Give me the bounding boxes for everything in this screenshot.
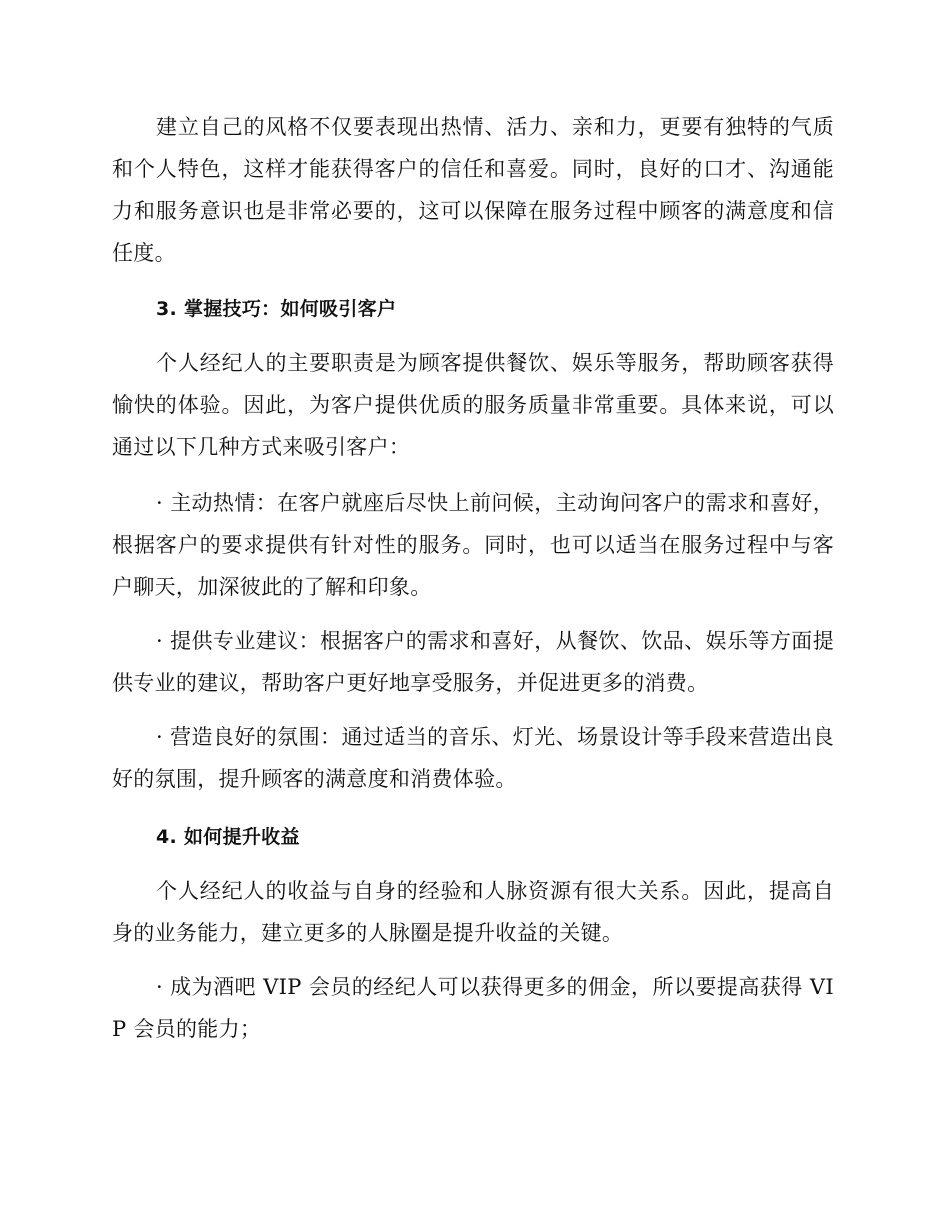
bullet-proactive-warmth: · 主动热情：在客户就座后尽快上前问候，主动询问客户的需求和喜好，根据客户的要求提供有针对性的服务。同时，也可以适当在服务过程中与客户聊天，加深彼此的了解和印象。 <box>112 491 834 599</box>
bullet-professional-advice: · 提供专业建议：根据客户的需求和喜好，从餐饮、饮品、娱乐等方面提供专业的建议，帮助客户更好地享受服务，并促进更多的消费。 <box>112 629 834 695</box>
heading-section-4: 4. 如何提升收益 <box>156 826 300 848</box>
bullet-atmosphere: · 营造良好的氛围：通过适当的音乐、灯光、场景设计等手段来营造出良好的氛围，提升顾客的满意度和消费体验。 <box>112 725 834 791</box>
paragraph-personal-style: 建立自己的风格不仅要表现出热情、活力、亲和力，更要有独特的气质和个人特色，这样才能获得客户的信任和喜爱。同时，良好的口才、沟通能力和服务意识也是非常必要的，这可以保障在服务过程中顾客的满意度和信任度。 <box>112 115 834 265</box>
paragraph-income: 个人经纪人的收益与自身的经验和人脉资源有很大关系。因此，提高自身的业务能力，建立更多的人脉圈是提升收益的关键。 <box>112 879 834 945</box>
heading-section-3: 3. 掌握技巧：如何吸引客户 <box>156 298 397 320</box>
paragraph-agent-duties: 个人经纪人的主要职责是为顾客提供餐饮、娱乐等服务，帮助顾客获得愉快的体验。因此，为客户提供优质的服务质量非常重要。具体来说，可以通过以下几种方式来吸引客户： <box>112 351 834 459</box>
bullet-vip-members: · 成为酒吧 VIP 会员的经纪人可以获得更多的佣金，所以要提高获得 VIP 会员的能力； <box>112 975 834 1041</box>
